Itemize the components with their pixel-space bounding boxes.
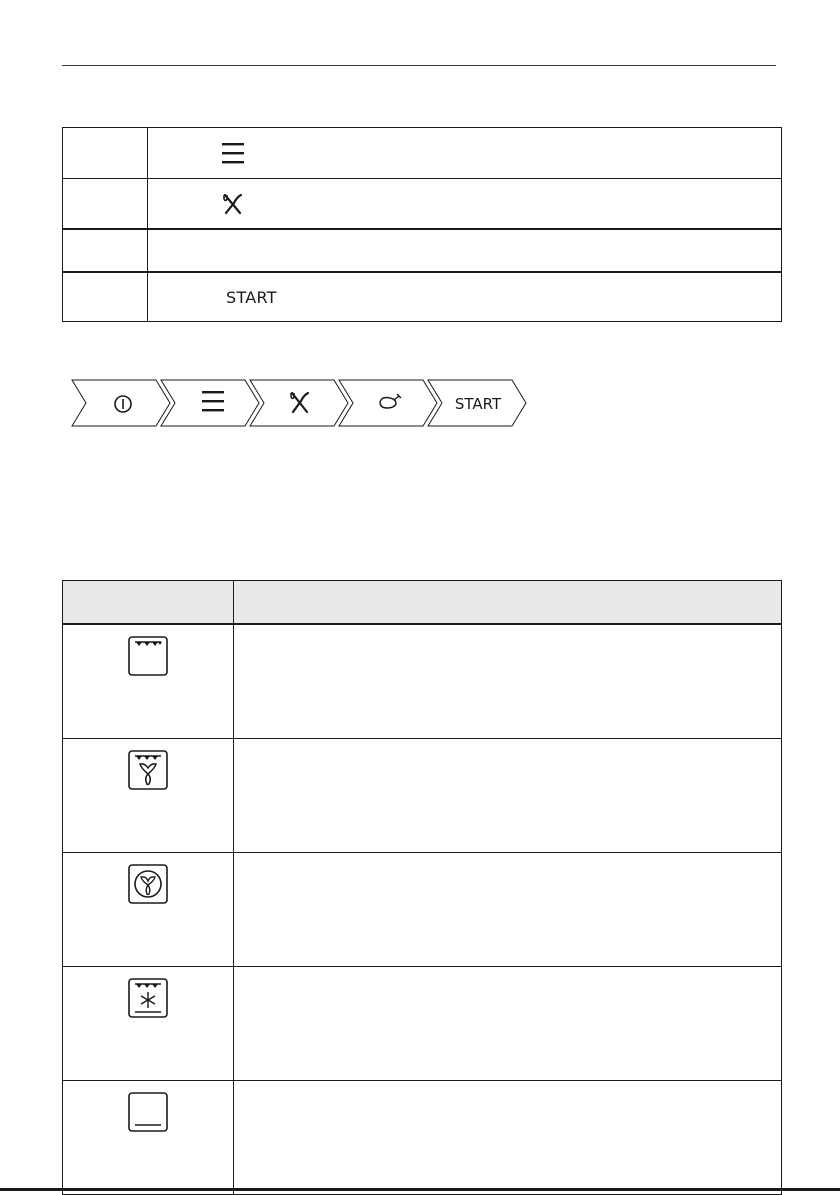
function-icon-cell	[63, 853, 234, 967]
function-icon-cell	[63, 967, 234, 1081]
bottom-heat-icon	[128, 1092, 168, 1132]
function-description	[234, 853, 782, 967]
cutlery-icon	[222, 193, 244, 215]
step-number	[63, 229, 148, 272]
column-header-icon	[63, 581, 234, 625]
step-text	[148, 272, 782, 322]
table-header-row	[63, 581, 782, 625]
table-row	[63, 1081, 782, 1195]
flow-step-menu	[161, 380, 259, 426]
defrost-icon	[128, 978, 168, 1018]
menu-icon	[222, 141, 244, 165]
table-row	[63, 229, 782, 272]
table-row	[63, 739, 782, 853]
function-description	[234, 967, 782, 1081]
table-row	[63, 179, 782, 230]
flow-step-power	[72, 380, 170, 426]
footer-rule	[0, 1188, 840, 1191]
step-number	[63, 272, 148, 322]
step-text	[148, 229, 782, 272]
step-number	[63, 179, 148, 230]
function-description	[234, 739, 782, 853]
start-label: START	[226, 287, 277, 307]
fan-icon	[128, 864, 168, 904]
steps-table	[62, 127, 782, 322]
function-icon-cell	[63, 1081, 234, 1195]
flow-step-start	[428, 380, 526, 426]
oven-functions-table	[62, 580, 782, 1195]
function-icon-cell	[63, 624, 234, 739]
top-heat-icon	[128, 636, 168, 676]
flow-step-cutlery	[250, 380, 348, 426]
function-icon-cell	[63, 739, 234, 853]
flow-step-roast	[339, 380, 437, 426]
table-row	[63, 128, 782, 179]
start-label: START	[454, 395, 502, 413]
fan-with-top-heat-icon	[128, 750, 168, 790]
step-number	[63, 128, 148, 179]
table-row	[63, 272, 782, 322]
step-text	[148, 179, 782, 230]
step-text	[148, 128, 782, 179]
table-row	[63, 967, 782, 1081]
function-description	[234, 1081, 782, 1195]
column-header-description	[234, 581, 782, 625]
table-row	[63, 624, 782, 739]
table-row	[63, 853, 782, 967]
function-description	[234, 624, 782, 739]
header-rule	[62, 65, 776, 66]
procedure-flow	[70, 378, 530, 428]
